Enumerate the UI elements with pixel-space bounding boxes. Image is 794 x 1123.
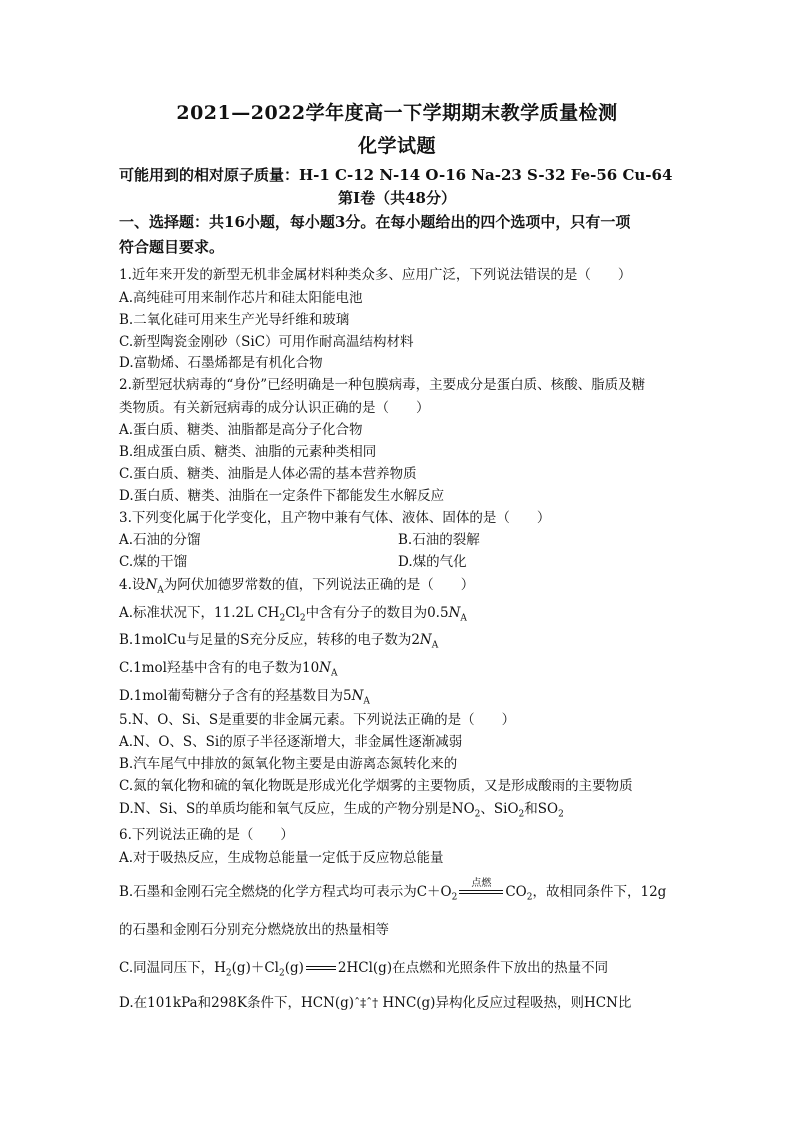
q4-option-c: C.1mol羟基中含有的电子数为$10N_A$ bbox=[119, 660, 338, 679]
q3-option-b: B.石油的裂解 bbox=[398, 532, 480, 548]
equilibrium-arrow-icon: ˆ‡ˆ† bbox=[354, 996, 379, 1010]
q2-option-c: C.蛋白质、糖类、油脂是人体必需的基本营养物质 bbox=[119, 466, 417, 482]
q2-stem-2: 类物质。有关新冠病毒的成分认识正确的是（ ） bbox=[119, 400, 430, 416]
q1-option-c: C.新型陶瓷金刚砂（SiC）可用作耐高温结构材料 bbox=[119, 334, 414, 350]
q5-option-b: B.汽车尾气中排放的氮氧化物主要是由游离态氮转化来的 bbox=[119, 756, 458, 772]
exam-subtitle: 化学试题 bbox=[357, 135, 436, 157]
q4-option-a: A.标准状况下，11.2L $CH_2Cl_2$中含有分子的数目为$0.5N_A$ bbox=[119, 605, 467, 624]
section-instructions-1: 一、选择题：共16小题，每小题3分。在每小题给出的四个选项中，只有一项 bbox=[119, 213, 631, 231]
ignition-equals-sign: 点燃 bbox=[459, 888, 503, 898]
q6-option-c: C.同温同压下，$H_2(g)+Cl_2(g)$ 2HCl(g)在点燃和光照条件下放出的热量不同 bbox=[119, 960, 609, 979]
q3-option-d: D.煤的气化 bbox=[398, 554, 467, 570]
q1-option-d: D.富勒烯、石墨烯都是有机化合物 bbox=[119, 355, 323, 371]
q6-option-b-line2: 的石墨和金刚石分别充分燃烧放出的热量相等 bbox=[119, 922, 389, 938]
atomic-masses: 可能用到的相对原子质量：H-1 C-12 N-14 O-16 Na-23 S-32 Fe-56 Cu-64 bbox=[119, 166, 673, 184]
q3-stem: 3.下列变化属于化学变化，且产物中兼有气体、液体、固体的是（ ） bbox=[119, 510, 551, 526]
q6-stem: 6.下列说法正确的是（ ） bbox=[119, 827, 294, 843]
q2-option-b: B.组成蛋白质、糖类、油脂的元素种类相同 bbox=[119, 444, 377, 460]
section-instructions-2: 符合题目要求。 bbox=[119, 238, 225, 256]
q5-option-d: D.N、Si、S的单质均能和氧气反应，生成的产物分别是$NO_2$、SiO$_2$和$SO_2$ bbox=[119, 801, 564, 820]
q5-option-a: A.N、O、S、Si的原子半径逐渐增大，非金属性逐渐减弱 bbox=[119, 734, 463, 750]
q4-stem: 4.设$N_A$为阿伏加德罗常数的值，下列说法正确的是（ ） bbox=[119, 577, 475, 596]
q1-stem: 1.近年来开发的新型无机非金属材料种类众多、应用广泛，下列说法错误的是（ ） bbox=[119, 267, 632, 283]
q4-option-d: D.1mol葡萄糖分子含有的羟基数目为$5N_A$ bbox=[119, 688, 370, 707]
q2-stem-1: 2.新型冠状病毒的“身份”已经明确是一种包膜病毒，主要成分是蛋白质、核酸、脂质及糖 bbox=[119, 377, 646, 393]
q1-option-a: A.高纯硅可用来制作芯片和硅太阳能电池 bbox=[119, 290, 363, 306]
q3-option-a: A.石油的分馏 bbox=[119, 532, 201, 548]
q2-option-a: A.蛋白质、糖类、油脂都是高分子化合物 bbox=[119, 422, 363, 438]
exam-title: 2021—2022学年度高一下学期期末教学质量检测 bbox=[176, 102, 618, 124]
q2-option-d: D.蛋白质、糖类、油脂在一定条件下都能发生水解反应 bbox=[119, 488, 445, 504]
q5-stem: 5.N、O、Si、S是重要的非金属元素。下列说法正确的是（ ） bbox=[119, 712, 516, 728]
q6-option-b: B.石墨和金刚石完全燃烧的化学方程式均可表示为$C+O_2$ 点燃 $CO_2$，故相同条件下，12g bbox=[119, 877, 667, 903]
equals-sign bbox=[306, 965, 336, 973]
q3-option-c: C.煤的干馏 bbox=[119, 554, 188, 570]
part-heading: 第Ⅰ卷（共48分） bbox=[338, 189, 456, 207]
q6-option-a: A.对于吸热反应，生成物总能量一定低于反应物总能量 bbox=[119, 850, 444, 866]
q6-option-d: D.在101kPa和298K条件下，HCN(g)ˆ‡ˆ† HNC(g)异构化反应过程吸热，则HCN比 bbox=[119, 995, 632, 1011]
q1-option-b: B.二氧化硅可用来生产光导纤维和玻璃 bbox=[119, 312, 350, 328]
q5-option-c: C.氮的氧化物和硫的氧化物既是形成光化学烟雾的主要物质，又是形成酸雨的主要物质 bbox=[119, 778, 633, 794]
q4-option-b: B.1molCu与足量的S充分反应，转移的电子数为$2N_A$ bbox=[119, 632, 439, 651]
